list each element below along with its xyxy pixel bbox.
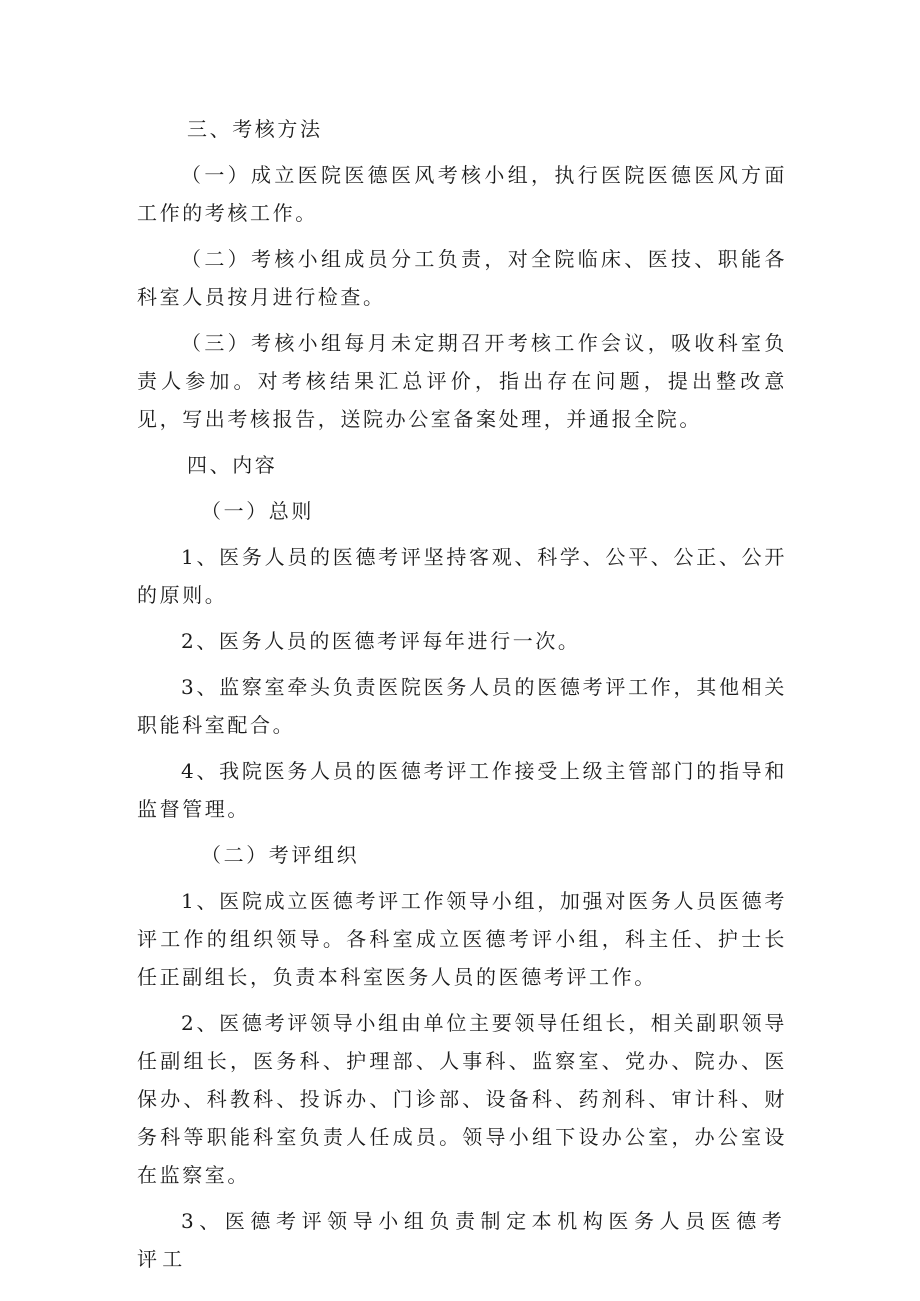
paragraph: （三）考核小组每月未定期召开考核工作会议，吸收科室负责人参加。对考核结果汇总评价，指出存在问题，提出整改意见，写出考核报告，送院办公室备案处理，并通报全院。 [137,331,787,431]
subsection-heading-general: （一）总则 [201,499,314,523]
paragraph: 3、医德考评领导小组负责制定本机构医务人员医德考评工 [137,1209,787,1271]
section-heading-content: 四、内容 [187,453,278,477]
section-heading-assessment-method: 三、考核方法 [187,117,323,141]
paragraph: 3、监察室牵头负责医院医务人员的医德考评工作，其他相关职能科室配合。 [137,675,787,737]
subsection-heading-organization: （二）考评组织 [201,843,360,867]
paragraph: （一）成立医院医德医风考核小组，执行医院医德医风方面工作的考核工作。 [137,163,787,225]
document-body [137,110,787,1286]
paragraph: 4、我院医务人员的医德考评工作接受上级主管部门的指导和监督管理。 [137,759,787,821]
paragraph: 2、医德考评领导小组由单位主要领导任组长，相关副职领导任副组长，医务科、护理部、人事科、监察室、党办、院办、医保办、科教科、投诉办、门诊部、设备科、药剂科、审计科、财务科等职能科室负责人任成员。领导小组下设办公室，办公室设在监察室。 [137,1011,787,1187]
paragraph: 1、医院成立医德考评工作领导小组，加强对医务人员医德考评工作的组织领导。各科室成立医德考评小组，科主任、护士长任正副组长，负责本科室医务人员的医德考评工作。 [137,889,787,989]
paragraph: 1、医务人员的医德考评坚持客观、科学、公平、公正、公开的原则。 [137,545,787,607]
paragraph: 2、医务人员的医德考评每年进行一次。 [181,629,581,653]
paragraph: （二）考核小组成员分工负责，对全院临床、医技、职能各科室人员按月进行检查。 [137,247,787,309]
